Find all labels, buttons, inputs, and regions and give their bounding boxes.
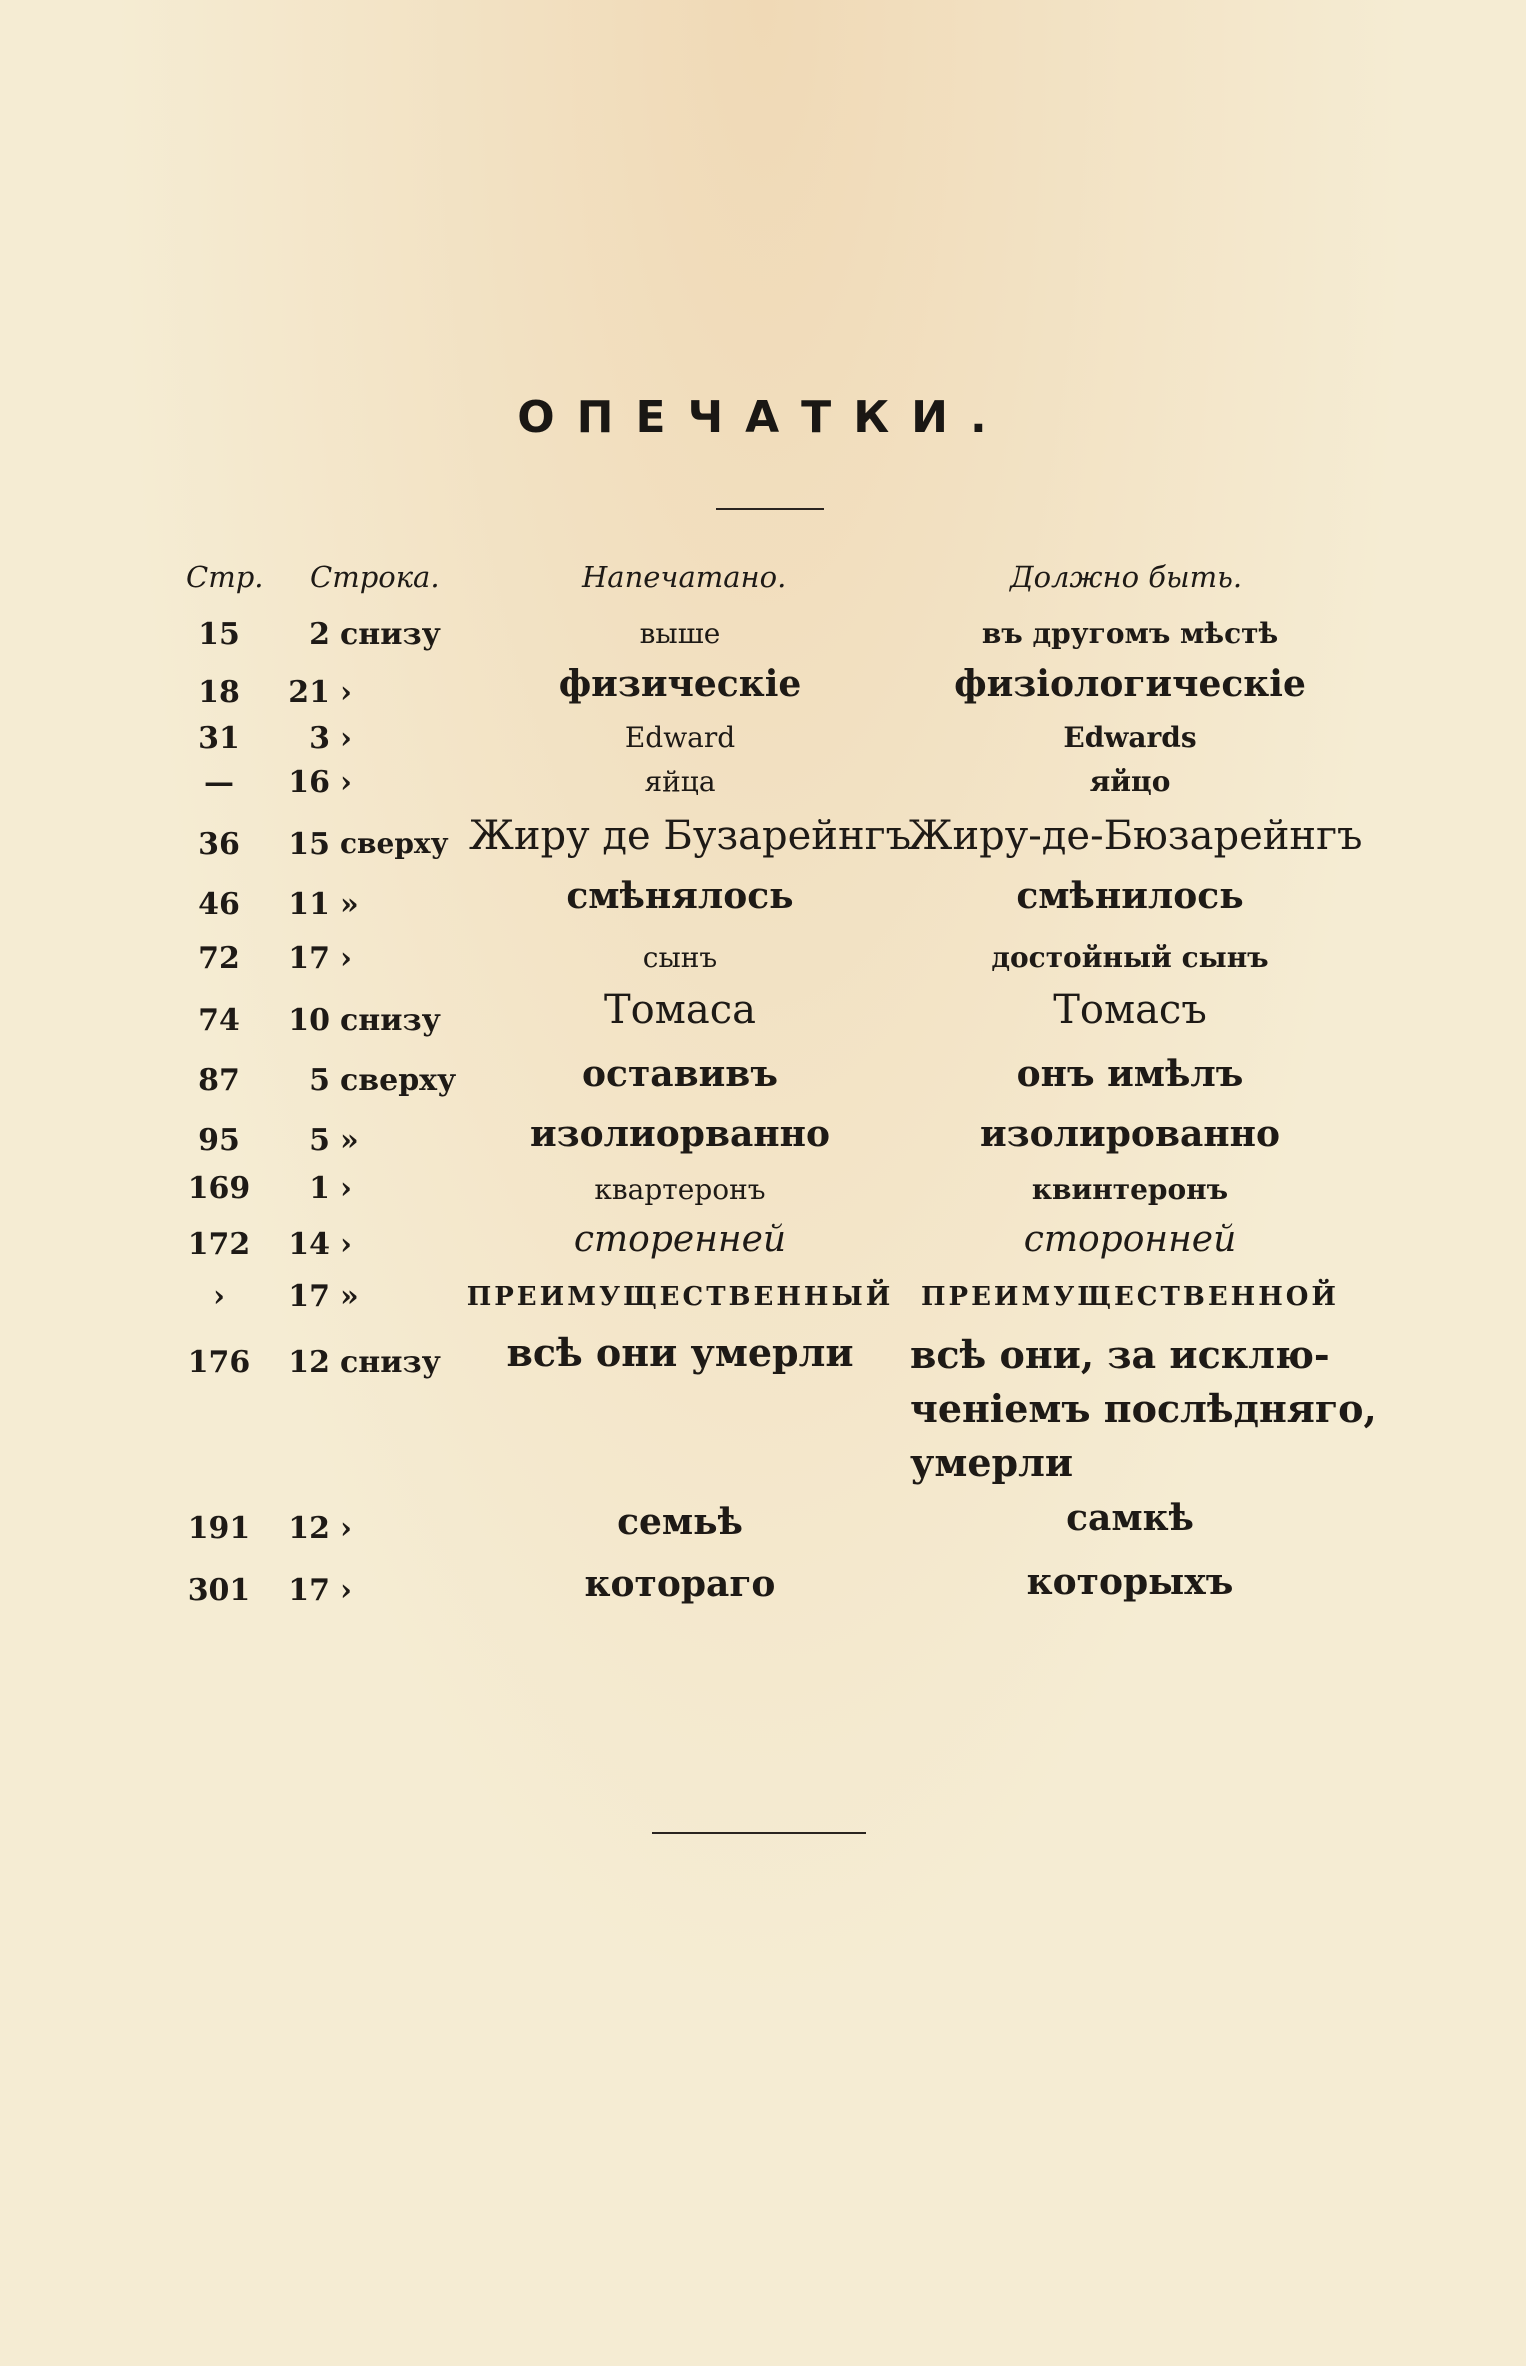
row-line: 3 [309,721,330,756]
row-printed: Томаса [604,987,756,1033]
row-printed: котораго [584,1563,776,1605]
row-printed: выше [639,617,721,650]
row-correct: изолированно [979,1113,1280,1155]
row-printed: оставивъ [582,1053,778,1095]
row-direction: › [340,1511,352,1546]
row-line: 12 [288,1511,330,1546]
row-printed: сынъ [642,941,718,974]
row-direction: » [340,887,359,922]
row-correct: ПРЕИМУЩЕСТВЕННОЙ [921,1282,1339,1312]
row-direction: сверху [340,827,449,860]
row-correct-line: ченіемъ послѣдняго, [910,1386,1377,1431]
row-correct-line: умерли [910,1440,1074,1485]
row-printed: семьѣ [617,1501,743,1543]
row-direction: › [340,1227,352,1262]
row-page: 72 [198,941,240,976]
row-printed: ПРЕИМУЩЕСТВЕННЫЙ [466,1282,894,1312]
row-page: 301 [187,1573,251,1608]
row-line: 17 [288,1279,330,1314]
row-line: 16 [288,765,330,800]
row-line: 17 [288,941,330,976]
row-line: 15 [288,827,330,862]
row-correct: онъ имѣлъ [1016,1053,1244,1095]
row-page: 31 [198,721,240,756]
row-line: 14 [288,1227,330,1262]
row-correct-multiline [910,1328,1377,1490]
row-correct: Edwards [1063,721,1197,754]
row-line: 11 [288,887,330,922]
row-direction: сверху [340,1063,457,1098]
row-printed: изолиорванно [529,1113,830,1155]
row-printed: яйца [644,765,716,798]
row-page: 172 [187,1227,251,1262]
row-direction: › [340,765,352,800]
row-printed: смѣнялось [566,875,794,917]
row-page: 95 [198,1123,240,1158]
row-correct: достойный сынъ [991,941,1269,974]
row-direction: › [340,721,352,756]
row-direction: › [340,1171,352,1206]
header-correct: Должно быть. [1010,560,1243,594]
row-correct: въ другомъ мѣстѣ [981,617,1279,650]
row-printed: физическіе [558,663,802,705]
row-page: 191 [187,1511,251,1546]
row-direction: › [340,1573,352,1608]
title-divider [716,508,824,510]
page-title: ОПЕЧАТКИ. [517,392,1009,443]
row-page: 87 [198,1063,240,1098]
row-page: › [213,1279,225,1314]
row-line: 2 [309,617,330,652]
row-correct: Томасъ [1053,987,1207,1033]
row-page: 18 [198,675,240,710]
row-printed: всѣ они умерли [506,1330,854,1375]
row-direction: › [340,941,352,976]
row-direction: » [340,1123,359,1158]
row-page: 15 [198,617,240,652]
row-correct: физіологическіе [954,663,1306,705]
row-direction: снизу [340,1003,441,1038]
header-page: Стр. [186,560,264,594]
row-correct: Жиру-де-Бюзарейнгъ [907,813,1363,859]
row-page: 36 [198,827,240,862]
row-line: 17 [288,1573,330,1608]
row-printed: Жиру де Бузарейнгъ [468,813,912,859]
row-line: 21 [288,675,330,710]
row-printed: квартеронъ [594,1173,766,1206]
end-divider [652,1832,866,1834]
row-page: — [204,765,234,800]
header-line: Строка. [310,560,440,594]
row-direction: снизу [340,617,441,652]
row-printed: стоpенней [573,1219,787,1260]
row-correct: сторонней [1023,1219,1237,1260]
row-correct: самкѣ [1066,1497,1194,1539]
row-printed: Edward [624,721,736,754]
row-direction: » [340,1279,359,1314]
row-page: 176 [187,1345,251,1380]
header-printed: Напечатано. [582,560,787,594]
row-correct: яйцо [1089,765,1171,798]
row-correct: которыхъ [1026,1561,1234,1603]
row-correct-line: всѣ они, за исклю- [910,1332,1330,1377]
row-correct: квинтеронъ [1031,1173,1229,1206]
row-page: 74 [198,1003,240,1038]
row-correct: смѣнилось [1016,875,1244,917]
row-line: 12 [288,1345,330,1380]
row-page: 169 [187,1171,251,1206]
row-line: 10 [288,1003,330,1038]
row-direction: › [340,675,352,710]
row-line: 5 [309,1123,330,1158]
row-page: 46 [198,887,240,922]
row-line: 1 [309,1171,330,1206]
row-line: 5 [309,1063,330,1098]
row-direction: снизу [340,1345,441,1380]
